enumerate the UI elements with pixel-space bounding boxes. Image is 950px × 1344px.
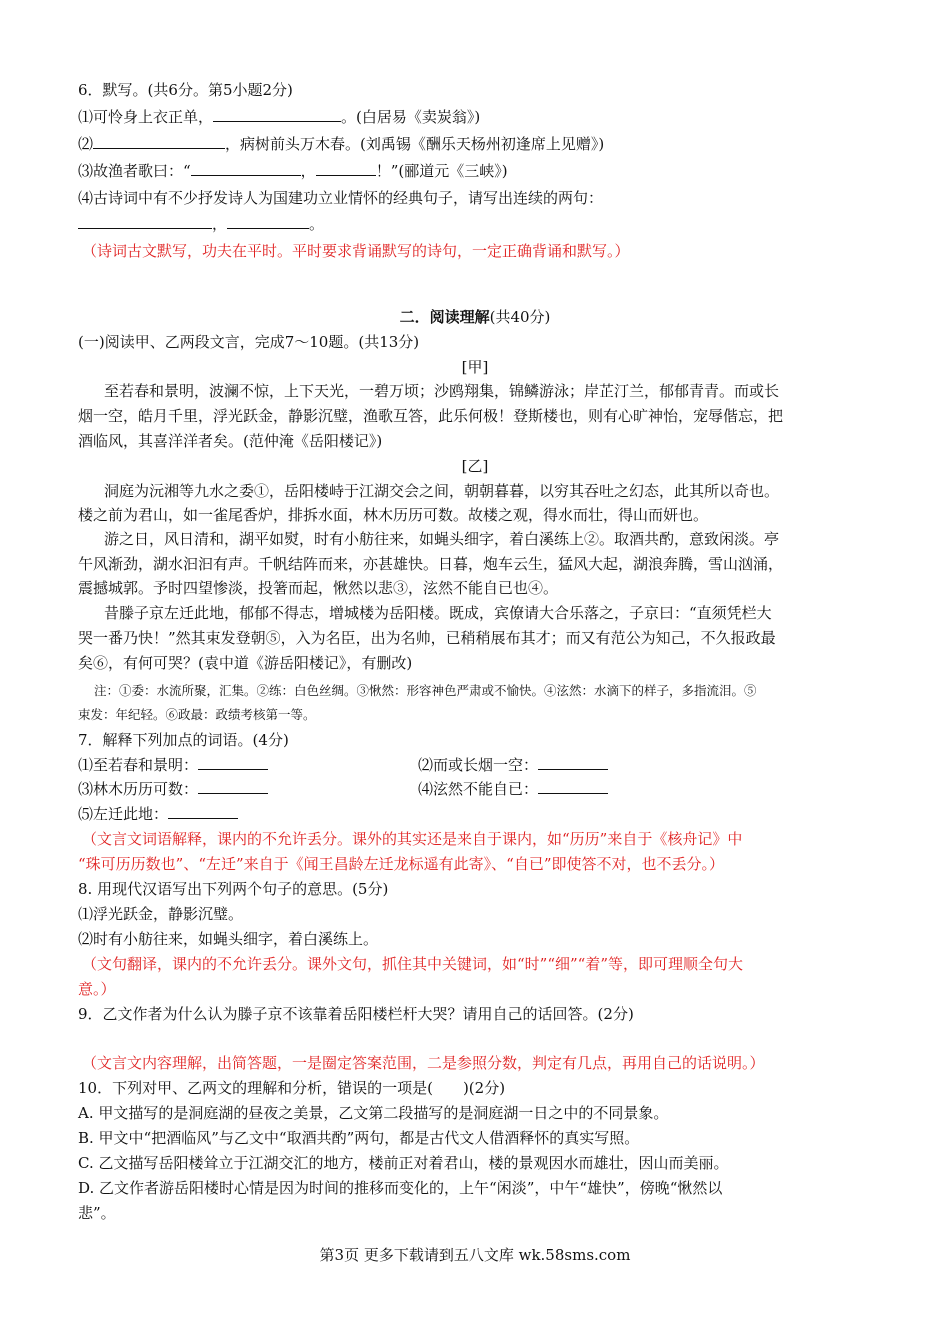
answer-blank[interactable] xyxy=(78,214,212,229)
answer-blank[interactable] xyxy=(227,214,309,229)
answer-blank[interactable] xyxy=(213,107,341,122)
q10-title: 10．下列对甲、乙两文的理解和分析，错误的一项是( )(2分) xyxy=(78,1079,506,1097)
q10-option-b[interactable]: B. 甲文中“把酒临风”与乙文中“取酒共酌”两句，都是古代文人借酒释怀的真实写照。 xyxy=(78,1129,640,1147)
q10-option-d[interactable]: D. 乙文作者游岳阳楼时心情是因为时间的推移而变化的，上午“闲淡”，中午“雄快”，傍晚“愀然以 xyxy=(78,1179,723,1197)
q7-teacher-comment-1: （文言文词语解释，课内的不允许丢分。课外的其实还是来自于课内，如“历历”来自于《核舟记》中 xyxy=(82,830,743,848)
passage-yi-line-6: 昔滕子京左迁此地，郁郁不得志，增城楼为岳阳楼。既成，宾僚请大合乐落之，子京曰：“直须凭栏大 xyxy=(104,604,772,622)
q7-item-2 xyxy=(418,755,608,775)
q10-option-d-cont: 悲”。 xyxy=(78,1204,116,1222)
answer-blank[interactable] xyxy=(538,779,608,794)
q6-line-2 xyxy=(78,134,604,154)
q8-title: 8. 用现代汉语写出下列两个句子的意思。(5分) xyxy=(78,880,389,898)
q10-option-c[interactable]: C. 乙文描写岳阳楼耸立于江湖交汇的地方，楼前正对着君山，楼的景观因水而雄壮，因山而美丽。 xyxy=(78,1154,729,1172)
passage-yi-line-2: 楼之前为君山，如一雀尾香炉，排拆水面，林木历历可数。故楼之观，得水而壮，得山而妍也。 xyxy=(78,506,709,524)
answer-blank[interactable] xyxy=(538,755,608,770)
q7-item-3 xyxy=(78,779,268,799)
page-footer: 第3页 更多下载请到五八文库 wk.58sms.com xyxy=(319,1246,631,1264)
q6-teacher-comment: （诗词古文默写，功夫在平时。平时要求背诵默写的诗句，一定正确背诵和默写。） xyxy=(82,242,630,260)
q7-item-3-label: ⑶林木历历可数： xyxy=(78,780,199,798)
answer-blank[interactable] xyxy=(191,161,301,176)
passage-yi-line-8: 矣⑥，有何可哭？(袁中道《游岳阳楼记》，有删改) xyxy=(78,654,413,672)
passage-yi-line-4: 午风渐劲，湖水汩汩有声。千帆结阵而来，亦甚雄快。日暮，炮车云生，猛风大起，湖浪奔腾，雪山汹涌， xyxy=(78,555,784,573)
q6-line-1-start: ⑴可怜身上衣正单， xyxy=(78,108,214,126)
q8-teacher-comment-2: 意。） xyxy=(78,980,116,998)
q8-teacher-comment-1: （文句翻译，课内的不允许丢分。课外文句，抓住其中关键词，如“时”“细”“着”等，即可理顺全句大 xyxy=(82,955,744,973)
q6-line-3-mid: ， xyxy=(300,162,316,180)
q7-title: 7．解释下列加点的词语。(4分) xyxy=(78,731,289,749)
passage-yi-line-1: 洞庭为沅湘等九水之委①，岳阳楼峙于江湖交会之间，朝朝暮暮，以穷其吞吐之幻态，此其所以奇也。 xyxy=(104,482,780,500)
q7-item-5 xyxy=(78,804,238,824)
passage-jia-label: [甲] xyxy=(461,358,489,376)
answer-blank[interactable] xyxy=(198,779,268,794)
section-heading xyxy=(0,307,950,327)
q7-item-1 xyxy=(78,755,268,775)
passage-jia-line-1: 至若春和景明，波澜不惊，上下天光，一碧万顷；沙鸥翔集，锦鳞游泳；岸芷汀兰，郁郁青青。而或长 xyxy=(104,382,780,400)
q6-line-2-end: ，病树前头万木春。(刘禹锡《酬乐天杨州初逢席上见赠》) xyxy=(225,135,605,153)
q7-item-5-label: ⑸左迁此地： xyxy=(78,805,169,823)
q6-line-1-end: 。(白居易《卖炭翁》) xyxy=(341,108,481,126)
q7-teacher-comment-2: “珠可历历数也”、“左迁”来自于《闻王昌龄左迁龙标遥有此寄》、“自已”即使答不对，也不丢分。） xyxy=(78,855,725,873)
q6-title: 6．默写。(共6分。第5小题2分) xyxy=(78,81,293,99)
q9-title: 9．乙文作者为什么认为滕子京不该靠着岳阳楼栏杆大哭？请用自己的话回答。(2分) xyxy=(78,1005,634,1023)
q7-item-4-label: ⑷泫然不能自已： xyxy=(418,780,539,798)
section-intro: (一)阅读甲、乙两段文言，完成7～10题。(共13分) xyxy=(78,333,420,351)
passage-yi-line-7: 哭一番乃快！”然其束发登朝⑤，入为名臣，出为名帅，已稍稍展布其才；而又有范公为知己，不久报政最 xyxy=(78,629,776,647)
passage-jia-line-2: 烟一空，皓月千里，浮光跃金，静影沉璧，渔歌互答，此乐何极！登斯楼也，则有心旷神怡，宠辱偕忘，把 xyxy=(78,407,784,425)
q9-teacher-comment: （文言文内容理解，出简答题，一是圈定答案范围，二是参照分数，判定有几点，再用自己的话说明。） xyxy=(82,1054,765,1072)
q6-line-4: ⑷古诗词中有不少抒发诗人为国建功立业情怀的经典句子，请写出连续的两句： xyxy=(78,189,604,207)
notes-line-1: 注：①委：水流所聚，汇集。②练：白色丝绸。③愀然：形容神色严肃或不愉快。④泫然：水滴下的样子，多指流泪。⑤ xyxy=(94,683,757,698)
passage-yi-line-3: 游之日，风日清和，湖平如熨，时有小舫往来，如蝇头细字，着白溪练上②。取酒共酌，意致闲淡。亭 xyxy=(104,530,780,548)
q7-item-1-label: ⑴至若春和景明： xyxy=(78,756,199,774)
q6-line-3-end: ！”(郦道元《三峡》) xyxy=(375,162,508,180)
q6-line-1 xyxy=(78,107,480,127)
q6-line-3-start: ⑶故渔者歌曰：“ xyxy=(78,162,191,180)
section-heading-bold: 二．阅读理解 xyxy=(399,308,490,326)
q8-item-1: ⑴浮光跃金，静影沉璧。 xyxy=(78,905,244,923)
q10-option-a[interactable]: A. 甲文描写的是洞庭湖的昼夜之美景，乙文第二段描写的是洞庭湖一日之中的不同景象。 xyxy=(78,1104,669,1122)
passage-jia-line-3: 酒临风，其喜洋洋者矣。(范仲淹《岳阳楼记》) xyxy=(78,432,383,450)
q6-line-5-end: 。 xyxy=(309,215,325,233)
q6-line-5-mid: ， xyxy=(212,215,228,233)
q8-item-2: ⑵时有小舫往来，如蝇头细字，着白溪练上。 xyxy=(78,930,379,948)
q6-line-5 xyxy=(78,214,324,234)
passage-yi-label: [乙] xyxy=(461,457,489,475)
q6-line-2-start: ⑵ xyxy=(78,135,94,153)
answer-blank[interactable] xyxy=(93,134,225,149)
passage-yi-line-5: 震撼城郭。予时四望惨淡，投箸而起，愀然以悲③，泫然不能自已也④。 xyxy=(78,579,559,597)
q7-item-4 xyxy=(418,779,608,799)
answer-blank[interactable] xyxy=(198,755,268,770)
q7-item-2-label: ⑵而或长烟一空： xyxy=(418,756,539,774)
notes-line-2: 束发：年纪轻。⑥政最：政绩考核第一等。 xyxy=(78,707,316,722)
answer-blank[interactable] xyxy=(316,161,376,176)
section-heading-score: (共40分) xyxy=(489,308,551,326)
answer-blank[interactable] xyxy=(168,804,238,819)
q6-line-3 xyxy=(78,161,508,181)
